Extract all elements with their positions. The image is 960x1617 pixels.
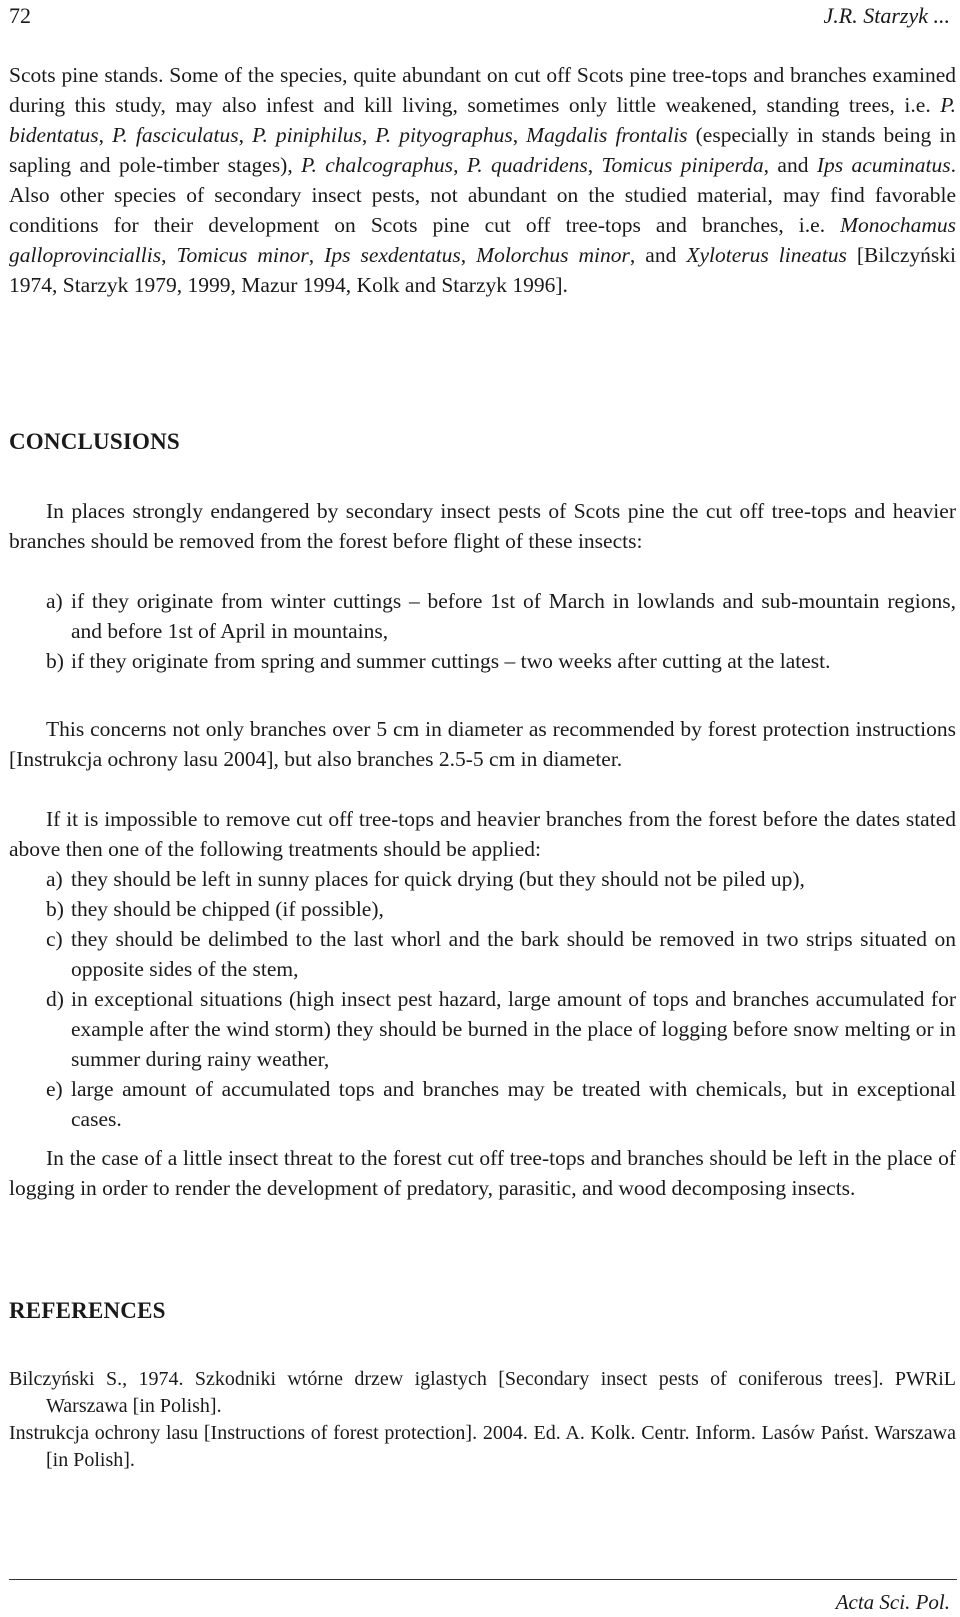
- conclusions-paragraph-3: If it is impossible to remove cut off tree-tops and heavier branches from the forest before the dates stated above then one of the following treatments should be applied:: [9, 807, 956, 861]
- list-text: large amount of accumulated tops and branches may be treated with chemicals, but in exceptional cases.: [71, 1077, 956, 1131]
- page-number: 72: [9, 3, 31, 28]
- text-run: ,: [453, 153, 467, 177]
- list-text: they should be delimbed to the last whorl and the bark should be removed in two strips situated on opposite sides of the stem,: [71, 927, 956, 981]
- text-run: , and: [629, 243, 687, 267]
- species-name: Magdalis frontalis: [526, 123, 688, 147]
- conclusions-heading: CONCLUSIONS: [9, 429, 180, 454]
- footer-rule: [9, 1579, 957, 1580]
- list-item: [9, 984, 956, 1074]
- list-marker: e): [46, 1077, 63, 1101]
- list-text: in exceptional situations (high insect pest hazard, large amount of tops and branches accumulated for example after the wind storm) they should be burned in the place of logging before snow melting or in summer during rainy weather,: [71, 987, 956, 1071]
- journal-name: Acta Sci. Pol.: [835, 1590, 950, 1614]
- text-run: Scots pine stands. Some of the species, quite abundant on cut off Scots pine tree-tops and branches examined during this study, may also infest and kill living, sometimes only little weakened, standing trees, i.e.: [9, 63, 956, 117]
- list-text: if they originate from winter cuttings – before 1st of March in lowlands and sub-mountain regions, and before 1st of April in mountains,: [71, 589, 956, 643]
- text-run: ,: [98, 123, 113, 147]
- list-item: [9, 586, 956, 646]
- text-run: ,: [512, 123, 527, 147]
- list-text: they should be left in sunny places for quick drying (but they should not be piled up),: [71, 867, 805, 891]
- conclusions-paragraph-2: This concerns not only branches over 5 cm in diameter as recommended by forest protection instructions [Instrukcja ochrony lasu 2004], but also branches 2.5-5 cm in diameter.: [9, 717, 956, 771]
- list-marker: d): [46, 987, 64, 1011]
- text-run: (especially in stands being in sapling and pole-timber stages),: [9, 123, 957, 177]
- text-run: ,: [587, 153, 602, 177]
- intro-paragraph: [9, 60, 956, 300]
- list-item: [9, 924, 956, 984]
- list-marker: b): [46, 649, 64, 673]
- species-name: P. quadridens: [466, 153, 588, 177]
- references-heading: REFERENCES: [9, 1298, 166, 1323]
- list-marker: a): [46, 589, 63, 613]
- text-run: ,: [238, 123, 253, 147]
- list-item: [9, 864, 956, 894]
- list-marker: a): [46, 867, 63, 891]
- species-name: P. fasciculatus: [112, 123, 239, 147]
- running-head: J.R. Starzyk ...: [823, 3, 950, 28]
- list-marker: c): [46, 927, 63, 951]
- list-text: they should be chipped (if possible),: [71, 897, 384, 921]
- species-name: Xyloterus lineatus: [686, 243, 847, 267]
- list-item: [9, 1074, 956, 1134]
- species-name: P. chalcographus: [301, 153, 454, 177]
- text-run: . Also other species of secondary insect pests, not abundant on the studied material, may find favorable conditions for their development on Scots pine cut off tree-tops and branches, i.e.: [9, 153, 957, 237]
- reference-item: Instrukcja ochrony lasu [Instructions of forest protection]. 2004. Ed. A. Kolk. Centr. Inform. Lasów Państ. Warszawa [in Polish].: [9, 1422, 956, 1471]
- species-name: Ips sexdentatus: [324, 243, 461, 267]
- conclusions-paragraph-1: In places strongly endangered by secondary insect pests of Scots pine the cut off tree-tops and heavier branches should be removed from the forest before flight of these insects:: [9, 499, 956, 553]
- list-marker: b): [46, 897, 64, 921]
- species-name: P. piniphilus: [252, 123, 362, 147]
- text-run: , and: [763, 153, 817, 177]
- species-name: Monochamus galloprovinciallis: [9, 213, 956, 267]
- species-name: Molorchus minor: [476, 243, 630, 267]
- species-name: P. bidentatus: [9, 93, 956, 147]
- list-item: [9, 894, 956, 924]
- text-run: ,: [308, 243, 325, 267]
- conclusions-paragraph-4: In the case of a little insect threat to the forest cut off tree-tops and branches should be left in the place of logging in order to render the development of predatory, parasitic, and wood decomposing insects.: [9, 1146, 956, 1200]
- species-name: Tomicus minor: [176, 243, 309, 267]
- list-text: if they originate from spring and summer cuttings – two weeks after cutting at the latest.: [71, 649, 831, 673]
- species-name: P. pityographus: [375, 123, 513, 147]
- text-run: ,: [361, 123, 376, 147]
- species-name: Ips acuminatus: [816, 153, 951, 177]
- text-run: [Bilczyński 1974, Starzyk 1979, 1999, Mazur 1994, Kolk and Starzyk 1996].: [9, 243, 956, 297]
- species-name: Tomicus piniperda: [601, 153, 764, 177]
- text-run: ,: [161, 243, 177, 267]
- text-run: ,: [460, 243, 477, 267]
- reference-item: Bilczyński S., 1974. Szkodniki wtórne drzew iglastych [Secondary insect pests of coniferous trees]. PWRiL Warszawa [in Polish].: [9, 1368, 956, 1417]
- list-item: [9, 646, 956, 676]
